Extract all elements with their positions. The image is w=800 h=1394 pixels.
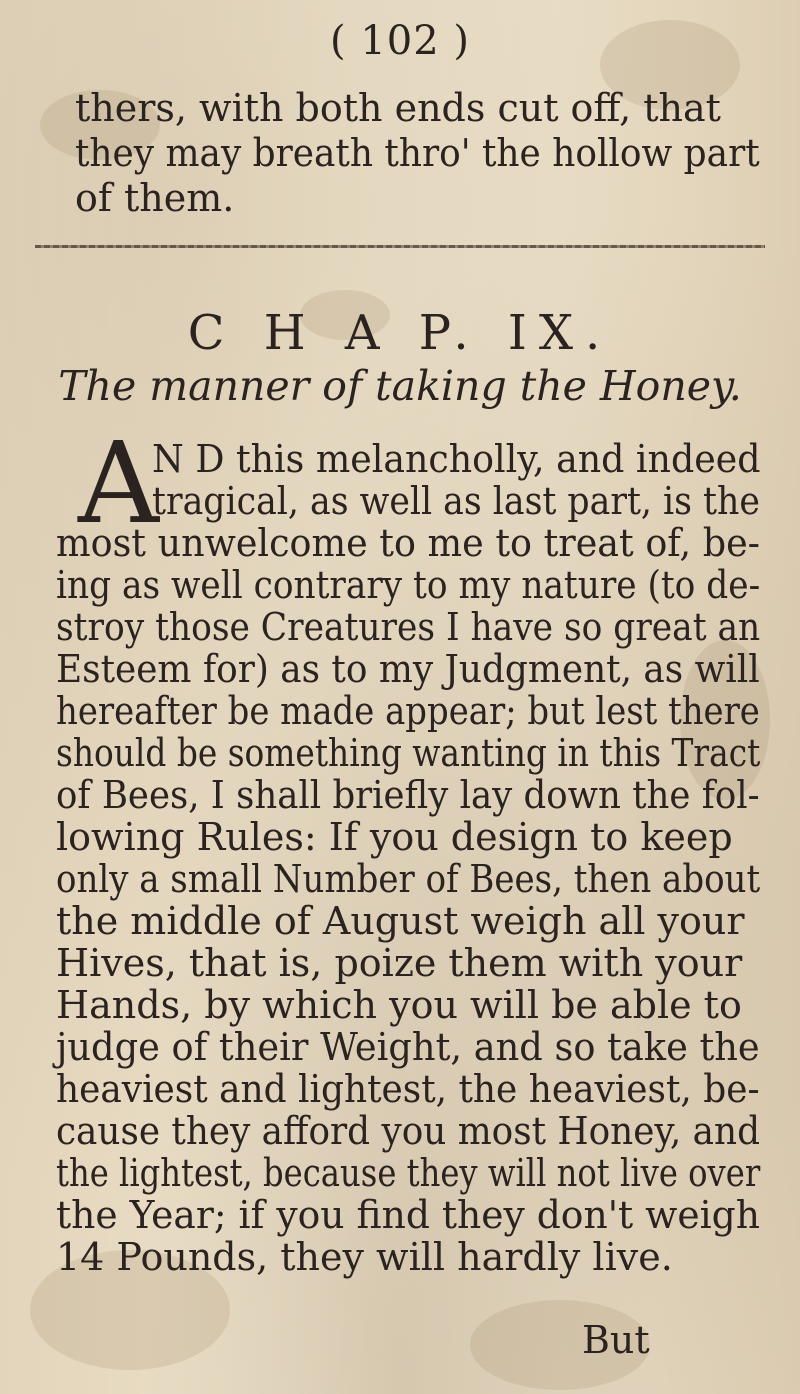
- body-line: Hives, that is, poize them with your: [56, 941, 743, 985]
- continuation-line: of them.: [75, 176, 235, 220]
- body-line: 14 Pounds, they will hardly live.: [56, 1235, 673, 1279]
- body-line: stroy those Creatures I have so great an: [56, 605, 761, 649]
- continuation-line: thers, with both ends cut off, that: [75, 86, 721, 130]
- continuation-line: they may breath thro' the hollow part: [75, 131, 760, 175]
- body-line: the lightest, because they will not live over: [56, 1151, 761, 1195]
- body-line: most unwelcome to me to treat of, be-: [56, 521, 761, 565]
- body-line: should be something wanting in this Tract: [56, 731, 761, 775]
- body-line: N D this melancholly, and indeed: [152, 437, 761, 481]
- page-number: ( 102 ): [330, 18, 470, 64]
- body-line: Hands, by which you will be able to: [56, 983, 742, 1027]
- body-line: ing as well contrary to my nature (to de-: [56, 563, 761, 607]
- body-line: Esteem for) as to my Judgment, as will: [56, 647, 760, 691]
- body-line: cause they afford you most Honey, and: [56, 1109, 761, 1153]
- body-line: tragical, as well as last part, is the: [152, 479, 760, 523]
- body-line: heaviest and lightest, the heaviest, be-: [56, 1067, 760, 1111]
- catchword: But: [582, 1318, 650, 1362]
- body-line: the middle of August weigh all your: [56, 899, 745, 943]
- chapter-subtitle: The manner of taking the Honey.: [58, 362, 742, 410]
- body-line: judge of their Weight, and so take the: [56, 1025, 760, 1069]
- body-line: the Year; if you find they don't weigh: [56, 1193, 760, 1237]
- ornamental-rule: [35, 245, 765, 248]
- body-line: only a small Number of Bees, then about: [56, 857, 761, 901]
- body-line: lowing Rules: If you design to keep: [56, 815, 733, 859]
- drop-cap: A: [78, 419, 159, 549]
- chapter-heading: C H A P. IX.: [187, 305, 613, 361]
- body-line: hereafter be made appear; but lest there: [56, 689, 760, 733]
- body-line: of Bees, I shall briefly lay down the fol-: [56, 773, 760, 817]
